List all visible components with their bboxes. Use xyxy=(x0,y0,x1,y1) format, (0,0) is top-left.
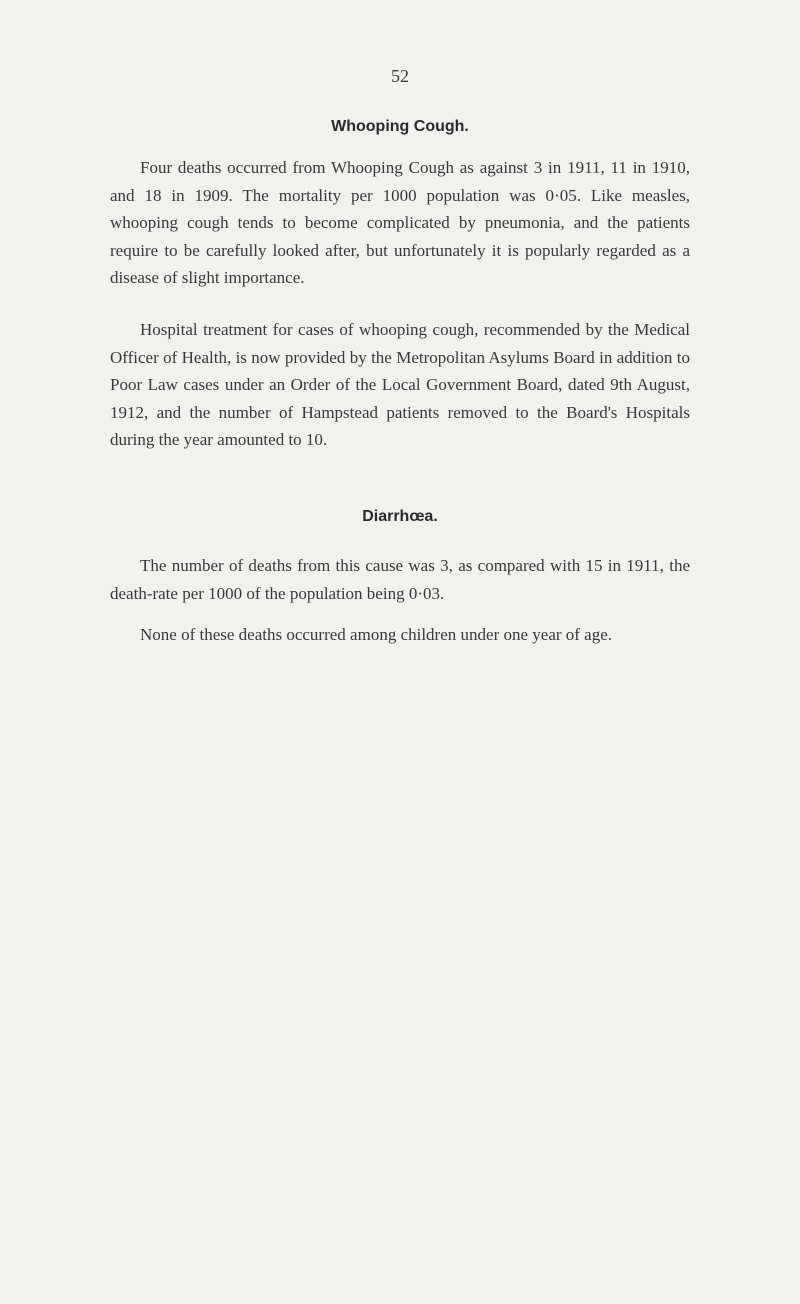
paragraph-diarrhoea-deaths: The number of deaths from this cause was 3, as compared with 15 in 1911, the death-rate per 1000 of the population being 0·03. xyxy=(110,556,690,603)
paragraph-hospital-treatment: Hospital treatment for cases of whooping cough, recommended by the Medical Officer of Health, is now provided by the Metropolitan Asylums Board in addition to Poor Law cases under an Order of the Local Government Board, dated 9th August, 1912, and the number of Hampstead patients removed to the Board's Hospitals during the year amounted to 10. xyxy=(110,320,690,449)
section-heading-whooping-cough: Whooping Cough. xyxy=(331,118,469,135)
section-heading-diarrhoea: Diarrhœa. xyxy=(362,508,438,525)
paragraph-children-deaths: None of these deaths occurred among children under one year of age. xyxy=(140,625,613,644)
paragraph-whooping-cough-deaths: Four deaths occurred from Whooping Cough as against 3 in 1911, 11 in 1910, and 18 in 1909. The mortality per 1000 population was 0·05. Like measles, whooping cough tends to become complicated by pneumonia, and the patients require to be carefully looked after, but unfortunately it is popularly regarded as a disease of slight importance. xyxy=(110,158,690,287)
page-number: 52 xyxy=(391,66,409,86)
